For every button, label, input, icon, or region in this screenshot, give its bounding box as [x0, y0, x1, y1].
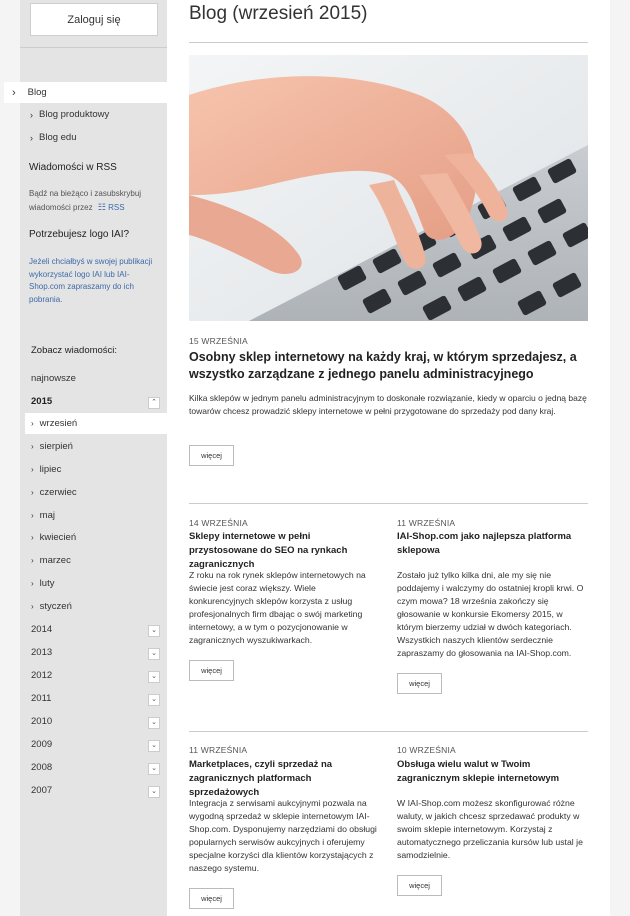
archive-newest[interactable]: najnowsze — [31, 373, 76, 384]
chevron-right-icon: › — [30, 109, 33, 120]
archive-year[interactable]: 2012 — [31, 670, 53, 681]
post-title[interactable]: Obsługa wielu walut w Twoim zagranicznym sklepie internetowym — [397, 759, 560, 784]
post-excerpt: Z roku na rok rynek sklepów internetowych na świecie jest coraz większy. Wiele konkurencyjnych sklepów korzysta z usług profesjonalnych firm dbając o swój marketing internetowy, a w tym o pozycjonowanie w zagranicznych wyszukiwarkach. — [189, 570, 366, 645]
rss-link[interactable]: RSS — [108, 202, 125, 212]
rss-heading: Wiadomości w RSS — [29, 162, 117, 173]
chevron-down-icon[interactable]: ⌄ — [148, 763, 160, 775]
archive-year[interactable]: 2011 — [31, 693, 52, 704]
archive-year[interactable]: 2008 — [31, 762, 53, 773]
archive-month[interactable]: › maj — [31, 510, 55, 521]
chevron-right-icon: › — [31, 419, 34, 428]
post-title[interactable]: Osobny sklep internetowy na każdy kraj, w którym sprzedajesz, a wszystko zarządzane z jednego panelu administracyjnego — [189, 350, 577, 381]
archive-month[interactable]: › kwiecień — [31, 532, 77, 543]
archive-year[interactable]: 2013 — [31, 647, 53, 658]
archive-month[interactable]: › czerwiec — [31, 487, 77, 498]
post-title[interactable]: Marketplaces, czyli sprzedaż na zagranicznych platformach sprzedażowych — [189, 759, 333, 798]
archive-year[interactable]: 2007 — [31, 785, 53, 796]
archive-year[interactable]: 2010 — [31, 716, 53, 727]
more-button[interactable]: więcej — [397, 875, 442, 896]
chevron-right-icon: › — [31, 579, 34, 588]
post-date: 11 WRZEŚNIA — [189, 745, 248, 755]
chevron-right-icon: › — [31, 511, 34, 520]
archive-year-2015[interactable]: 2015 — [31, 396, 53, 407]
archive-year[interactable]: 2014 — [31, 624, 53, 635]
chevron-right-icon: › — [31, 465, 34, 474]
sidebar-item-blog-edu[interactable]: › Blog edu — [30, 132, 77, 143]
archive-month-active[interactable]: › wrzesień — [25, 413, 167, 434]
post-date: 15 WRZEŚNIA — [189, 336, 248, 346]
chevron-right-icon: › — [31, 533, 34, 542]
divider — [189, 503, 588, 504]
sidebar-item-blog[interactable]: › Blog — [4, 82, 167, 103]
archive-month[interactable]: › sierpień — [31, 441, 73, 452]
divider — [189, 42, 588, 43]
more-button[interactable]: więcej — [189, 660, 234, 681]
chevron-down-icon[interactable]: ⌄ — [148, 740, 160, 752]
chevron-right-icon: › — [30, 132, 33, 143]
chevron-right-icon: › — [31, 556, 34, 565]
post-excerpt: Integracja z serwisami aukcyjnymi pozwala na wygodną sprzedaż w sklepie internetowym IAI-Shop.com. Dysponujemy narzędziami do obsługi popularnych serwisów aukcyjnych i oferujemy specjalne korzyści dla klientów korzystających z naszego systemu. — [189, 798, 377, 873]
post-date: 14 WRZEŚNIA — [189, 518, 248, 528]
login-button[interactable]: Zaloguj się — [30, 3, 158, 36]
sidebar-item-blog-produktowy[interactable]: › Blog produktowy — [30, 109, 110, 120]
post-title[interactable]: IAI-Shop.com jako najlepsza platforma sklepowa — [397, 531, 572, 556]
rss-icon: ☷ — [97, 201, 106, 212]
chevron-down-icon[interactable]: ⌄ — [148, 625, 160, 637]
divider — [189, 731, 588, 732]
chevron-right-icon: › — [31, 488, 34, 497]
chevron-down-icon[interactable]: ⌄ — [148, 694, 160, 706]
rss-text: Bądź na bieżąco i zasubskrybuj wiadomości przez ☷ RSS — [29, 189, 142, 212]
archive-month[interactable]: › styczeń — [31, 601, 72, 612]
divider — [20, 47, 167, 48]
post-excerpt: Kilka sklepów w jednym panelu administracyjnym to doskonałe rozwiązanie, kiedy w oparciu o jedną bazę towarów chcesz prowadzić sklepy internetowe w pełni przygotowane do sprzedaży pod dany kraj. — [189, 393, 587, 416]
chevron-down-icon[interactable]: ⌄ — [148, 671, 160, 683]
laptop-keyboard-image — [189, 55, 588, 321]
more-button[interactable]: więcej — [189, 888, 234, 909]
page-title: Blog (wrzesień 2015) — [189, 3, 368, 24]
logo-heading: Potrzebujesz logo IAI? — [29, 229, 130, 240]
more-button[interactable]: więcej — [189, 445, 234, 466]
post-excerpt: W IAI-Shop.com możesz skonfigurować różne waluty, w jakich chcesz sprzedawać produkty w swoim sklepie internetowym. Korzystaj z automatycznego przeliczania kursów lub ustal je samodzielnie. — [397, 798, 583, 860]
chevron-down-icon[interactable]: ⌄ — [148, 717, 160, 729]
post-date: 11 WRZEŚNIA — [397, 518, 456, 528]
chevron-right-icon: › — [12, 86, 16, 99]
chevron-up-icon[interactable]: ⌃ — [148, 397, 160, 409]
featured-image[interactable] — [189, 55, 588, 321]
main-content — [167, 0, 610, 916]
logo-download-link[interactable]: Jeżeli chciałbyś w swojej publikacji wykorzystać logo IAI lub IAI-Shop.com zapraszamy do ich pobrania. — [29, 257, 153, 304]
archive-month[interactable]: › luty — [31, 578, 55, 589]
chevron-right-icon: › — [31, 602, 34, 611]
post-date: 10 WRZEŚNIA — [397, 745, 456, 755]
chevron-right-icon: › — [31, 442, 34, 451]
post-excerpt: Zostało już tylko kilka dni, ale my się nie poddajemy i walczymy do ostatniej kropli krwi. O czym mowa? 18 września zakończy się głosowanie w konkursie Ekomersy 2015, w którym bierzemy udział w dwóch kategoriach. Wszystkich naszych klientów serdecznie zapraszamy do głosowania na IAI-Shop.com. — [397, 570, 584, 658]
archive-month[interactable]: › lipiec — [31, 464, 62, 475]
chevron-down-icon[interactable]: ⌄ — [148, 786, 160, 798]
archive-month[interactable]: › marzec — [31, 555, 71, 566]
post-title[interactable]: Sklepy internetowe w pełni przystosowane do SEO na rynkach zagranicznych — [189, 531, 348, 570]
sidebar — [12, 0, 167, 916]
archive-year[interactable]: 2009 — [31, 739, 53, 750]
page-margin — [610, 0, 630, 916]
more-button[interactable]: więcej — [397, 673, 442, 694]
chevron-down-icon[interactable]: ⌄ — [148, 648, 160, 660]
archive-heading: Zobacz wiadomości: — [31, 345, 118, 356]
